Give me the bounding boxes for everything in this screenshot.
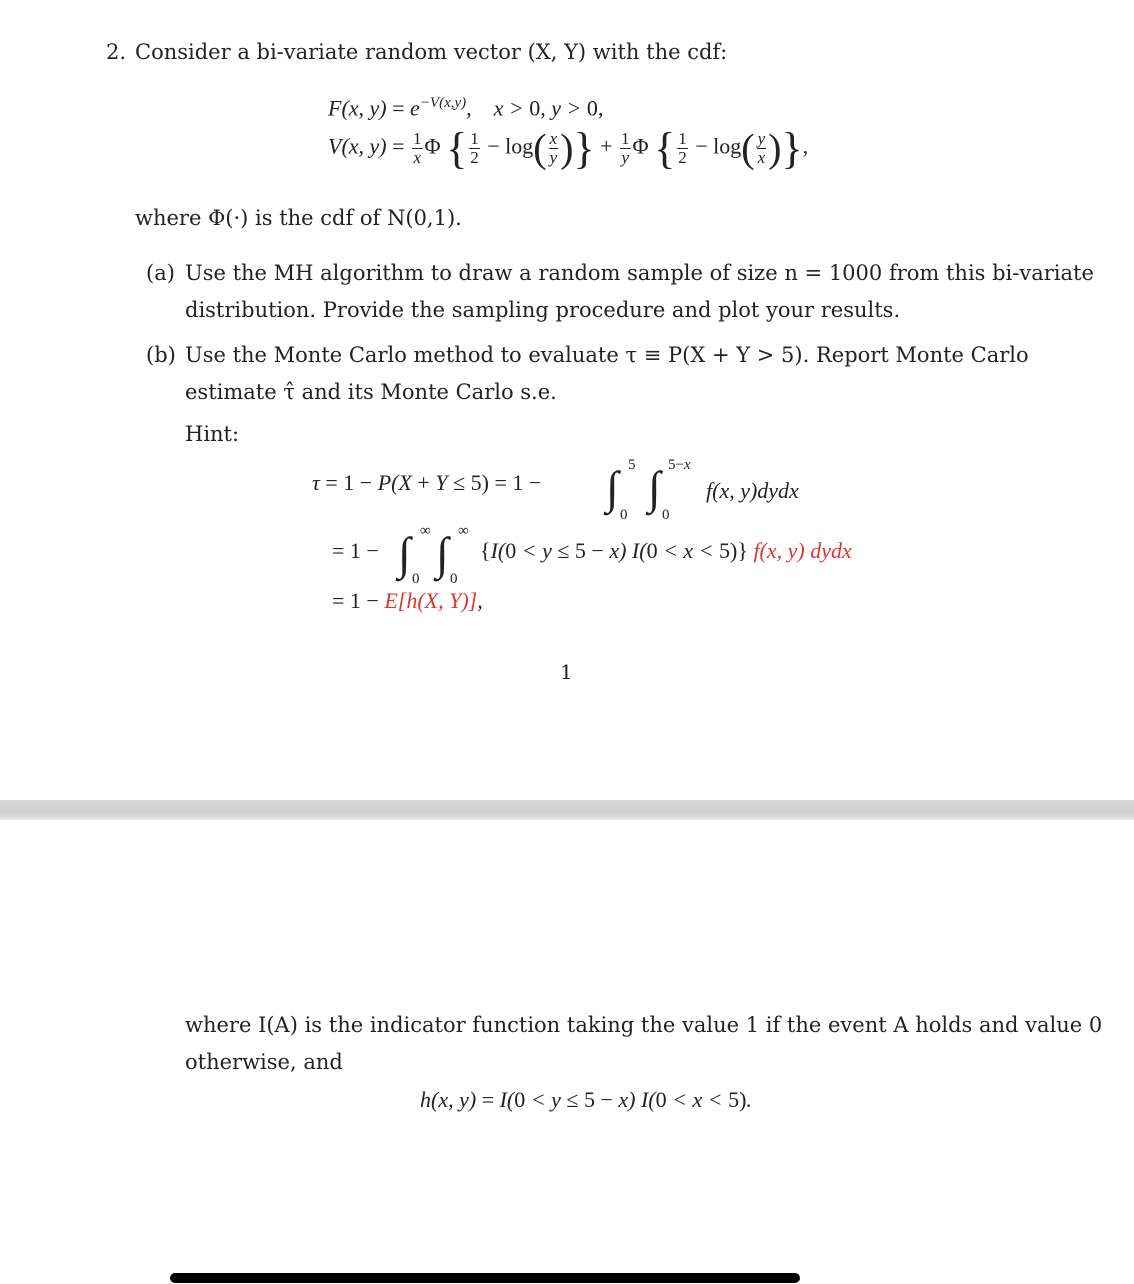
part-b-line2: estimate τ̂ and its Monte Carlo s.e.: [185, 380, 557, 404]
hint-equation-3: = 1 − E[h(X, Y)],: [332, 588, 483, 613]
problem-intro: Consider a bi-variate random vector (X, Y) with the cdf:: [135, 40, 728, 64]
part-b-line1: Use the Monte Carlo method to evaluate τ ≡ P(X + Y > 5). Report Monte Carlo: [185, 343, 1029, 367]
home-indicator[interactable]: [170, 1273, 800, 1283]
hint-integrals-2: ∫ ∞ 0 ∫ ∞ 0 {I(0 < y ≤ 5 − x) I(0 < x < 5)} f(x, y) dydx: [398, 523, 852, 587]
page-number: 1: [560, 660, 573, 684]
hint-label: Hint:: [185, 422, 240, 446]
part-a-line1: Use the MH algorithm to draw a random sample of size n = 1000 from this bi-variate: [185, 261, 1094, 285]
part-b-label: (b): [146, 343, 176, 367]
equation-cdf: F(x, $y) = e^{-V(x,y)}$, x > 0, y > 0,: [328, 95, 604, 121]
equation-v: V(x, y) = $\frac{1}{x}$ Φ { $\frac{1}{2}$ − log( $\frac{x}{y}$ )} + $\frac{1}{y}$ Φ { $\frac{1}{2}$ − log( $\frac{y}{x}$ )},: [328, 123, 809, 173]
equation-h: h(x, y) = I(0 < y ≤ 5 − x) I(0 < x < 5).: [420, 1087, 752, 1112]
where-phi-line: where Φ(·) is the cdf of N(0,1).: [135, 206, 462, 230]
page-separator: [0, 800, 1134, 820]
part-a-line2: distribution. Provide the sampling procedure and plot your results.: [185, 298, 901, 322]
hint-integrals-1: ∫ 5 0 ∫ 5−x 0 f(x, y)dydx: [606, 457, 799, 523]
continuation-line2: otherwise, and: [185, 1050, 343, 1074]
part-a-label: (a): [146, 261, 175, 285]
continuation-line1: where I(A) is the indicator function taking the value 1 if the event A holds and value 0: [185, 1013, 1103, 1037]
problem-number: 2.: [106, 40, 127, 64]
hint-equation-2: = 1 −: [332, 538, 379, 563]
hint-equation-1: τ = 1 − P(X + Y ≤ 5) = 1 −: [312, 470, 542, 495]
